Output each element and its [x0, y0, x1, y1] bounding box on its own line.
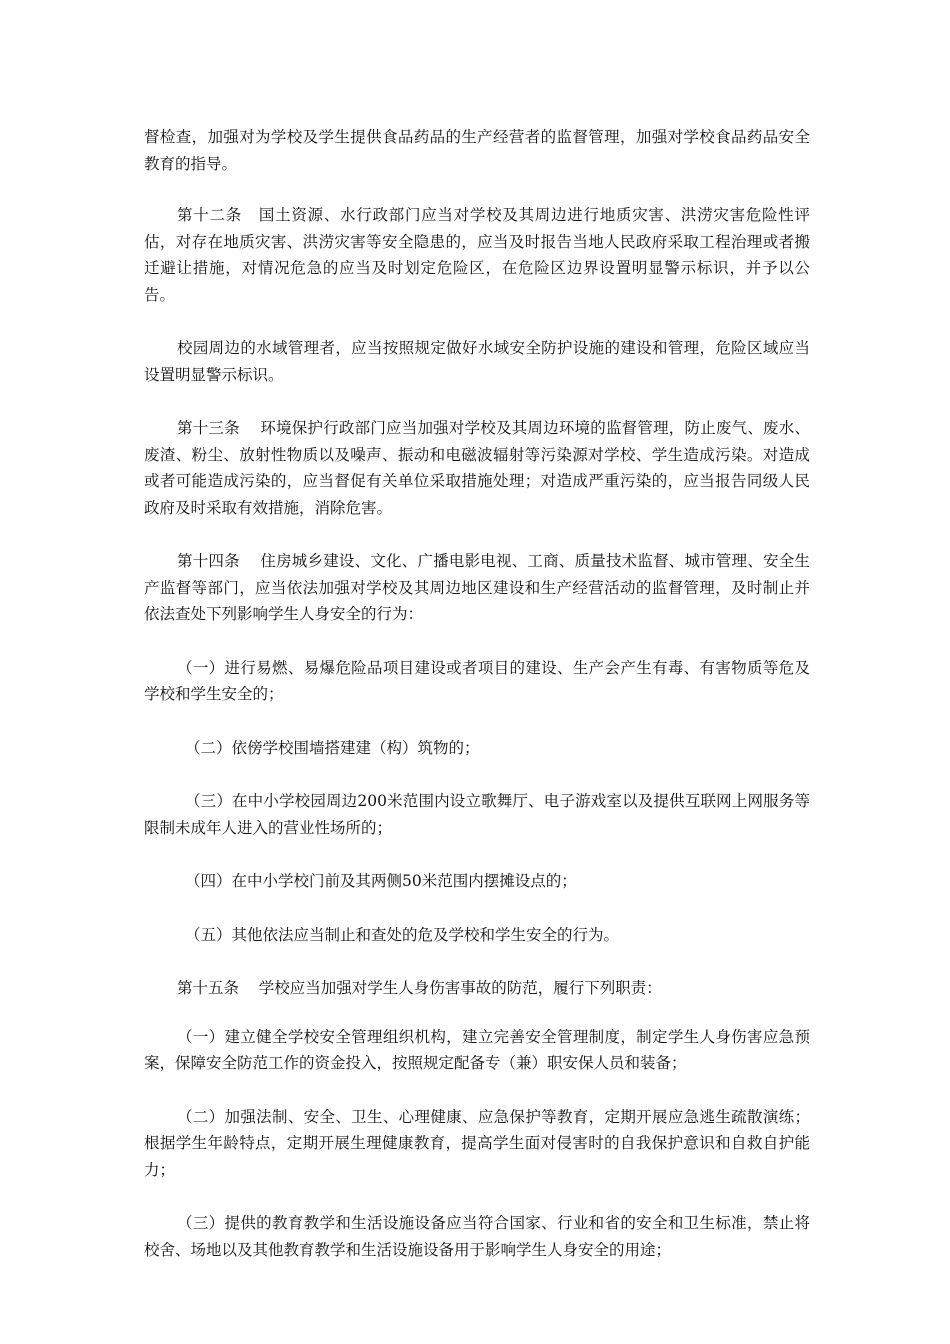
list-item — [144, 735, 810, 762]
paragraph-text: 督检查，加强对为学校及学生提供食品药品的生产经营者的监督管理，加强对学校食品药品安全教育的指导。 — [144, 128, 810, 173]
list-item-text: （五）其他依法应当制止和查处的危及学校和学生安全的行为。 — [185, 925, 620, 944]
paragraph-text: 国土资源、水行政部门应当对学校及其周边进行地质灾害、洪涝灾害危险性评估，对存在地质灾害、洪涝灾害等安全隐患的，应当及时报告当地人民政府采取工程治理或者搬迁避让措施，对情况危急的应当及时划定危险区，在危险区边界设置明显警示标识，并予以公告。 — [144, 206, 810, 304]
paragraph-text: 校园周边的水域管理者，应当按照规定做好水域安全防护设施的建设和管理，危险区域应当设置明显警示标识。 — [144, 339, 810, 384]
list-item-text: （一）建立健全学校安全管理组织机构，建立完善安全管理制度，制定学生人身伤害应急预案，保障安全防范工作的资金投入，按照规定配备专（兼）职安保人员和装备； — [144, 1027, 810, 1072]
list-item-text: （二）加强法制、安全、卫生、心理健康、应急保护等教育，定期开展应急逃生疏散演练；根据学生年龄特点，定期开展生理健康教育，提高学生面对侵害时的自我保护意识和自救自护能力； — [144, 1107, 810, 1179]
article-heading: 第十五条 — [177, 979, 240, 997]
article-15 — [144, 975, 810, 1002]
list-item — [144, 1024, 810, 1077]
list-item — [144, 868, 810, 895]
list-item — [144, 1210, 810, 1263]
paragraph-continuation — [144, 124, 810, 177]
paragraph-text: 学校应当加强对学生人身伤害事故的防范，履行下列职责： — [258, 979, 662, 997]
article-heading: 第十四条 — [177, 552, 240, 570]
paragraph-text: 住房城乡建设、文化、广播电影电视、工商、质量技术监督、城市管理、安全生产监督等部门，应当依法加强对学校及其周边地区建设和生产经营活动的监督管理，及时制止并依法查处下列影响学生人身安全的行为： — [144, 552, 810, 623]
list-item — [144, 1104, 810, 1184]
article-heading: 第十三条 — [177, 419, 240, 437]
list-item-text: （二）依傍学校围墙搭建建（构）筑物的； — [185, 738, 480, 757]
list-item-text: （三）在中小学校园周边200米范围内设立歌舞厅、电子游戏室以及提供互联网上网服务等限制未成年人进入的营业性场所的； — [144, 792, 810, 837]
list-item-text: （三）提供的教育教学和生活设施设备应当符合国家、行业和省的安全和卫生标准，禁止将校舍、场地以及其他教育教学和生活设施设备用于影响学生人身安全的用途； — [144, 1214, 810, 1259]
list-item-text: （一）进行易燃、易爆危险品项目建设或者项目的建设、生产会产生有毒、有害物质等危及学校和学生安全的； — [144, 658, 810, 703]
article-14 — [144, 548, 810, 628]
article-13 — [144, 415, 810, 521]
document-body — [144, 124, 810, 1290]
paragraph-text: 环境保护行政部门应当加强对学校及其周边环境的监督管理，防止废气、废水、废渣、粉尘、放射性物质以及噪声、振动和电磁波辐射等污染源对学校、学生造成污染。对造成或者可能造成污染的，应当督促有关单位采取措施处理；对造成严重污染的，应当报告同级人民政府及时采取有效措施，消除危害。 — [144, 419, 810, 517]
list-item-text: （四）在中小学校门前及其两侧50米范围内摆摊设点的； — [185, 872, 577, 890]
list-item — [144, 788, 810, 841]
list-item — [144, 655, 810, 708]
list-item — [144, 922, 810, 949]
article-12 — [144, 202, 810, 308]
article-heading: 第十二条 — [177, 206, 242, 224]
paragraph-water-area — [144, 335, 810, 388]
